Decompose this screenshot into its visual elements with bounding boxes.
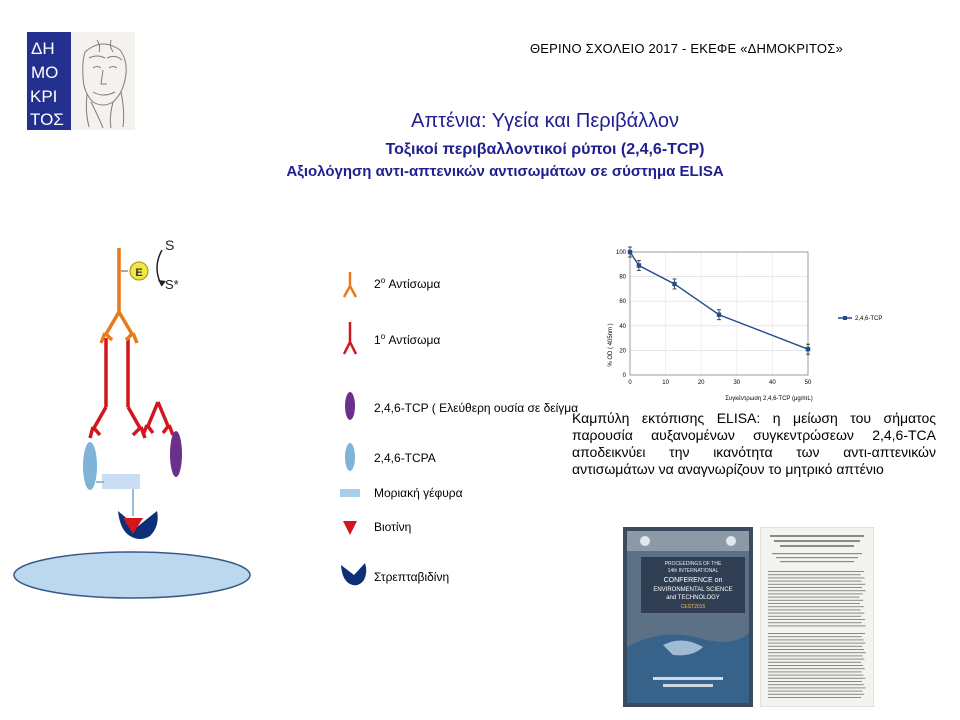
legend-label-0: 2$^o$ Αντίσωμα [374, 276, 441, 291]
tcpa-shape [83, 442, 97, 490]
text-line [768, 643, 865, 644]
y-tick-label: 60 [619, 299, 626, 306]
y-tick-label: 80 [619, 274, 626, 281]
text-line [768, 587, 862, 588]
text-line [768, 671, 862, 672]
logo-line-4: ΤΟΣ [30, 110, 64, 129]
data-point [637, 263, 641, 267]
primary-antibody-2 [143, 402, 173, 435]
legend-item-tcpa [345, 443, 436, 471]
text-line [768, 581, 861, 582]
text-line [768, 675, 863, 676]
legend [338, 270, 578, 600]
chart-legend [838, 316, 882, 322]
chart-legend-label: 2,4,6-TCP [855, 316, 883, 322]
chart-series [628, 247, 810, 354]
slide-subtitle-2: Αξιολόγηση αντι-απτενικών αντισωμάτων σε σύστημα ELISA [286, 163, 724, 180]
svg-text:and TECHNOLOGY: and TECHNOLOGY [666, 595, 720, 601]
y-tick-label: 100 [615, 250, 626, 256]
free-tcp-shape [170, 431, 182, 477]
free-substance-icon [345, 392, 355, 420]
text-line [768, 574, 861, 575]
text-line [774, 540, 860, 542]
text-line [768, 652, 866, 653]
text-line [768, 649, 864, 650]
text-line [768, 600, 863, 601]
svg-text:PROCEEDINGS OF THE: PROCEEDINGS OF THE [664, 561, 722, 567]
series-line [630, 252, 808, 349]
chart-caption: Καμπύλη εκτόπισης ELISA: η μείωση του σήματος παρουσία αυξανομένων συγκεντρώσεων 2,4,6-TCA αποδεικνύει την ικανότητα των αντι-απτενικών αντισωμάτων να αναγνωρίζουν το μητρικό απτένιο [572, 410, 936, 477]
plate-surface [14, 552, 250, 598]
text-line [780, 561, 854, 562]
svg-text:ENVIRONMENTAL SCIENCE: ENVIRONMENTAL SCIENCE [653, 587, 733, 593]
slide-title: Απτένια: Υγεία και Περιβάλλον [411, 110, 679, 132]
text-line [768, 691, 862, 692]
logo-line-1: ΔΗ [31, 39, 55, 58]
streptavidin-icon [341, 563, 366, 585]
text-line [768, 577, 865, 578]
text-line [776, 557, 858, 558]
bridge-shape [102, 474, 140, 489]
text-line [768, 681, 862, 682]
secondary-antibody [101, 248, 137, 343]
legend-item-bridge [340, 486, 463, 500]
x-tick-label: 10 [662, 380, 669, 386]
x-tick-label: 0 [628, 380, 632, 386]
text-line [768, 668, 865, 669]
text-line [768, 633, 865, 634]
primary-antibody-1 [90, 338, 145, 438]
antibody-icon [344, 272, 356, 297]
legend-label-4: Μοριακή γέφυρα [374, 486, 463, 500]
chart-svg [590, 240, 910, 415]
enzyme-label: E [135, 267, 143, 279]
legend-item-free-tcp [345, 392, 578, 420]
substrate-label: S [165, 237, 175, 253]
chart-ticks [616, 250, 812, 386]
paper-first-page [760, 527, 874, 707]
legend-item-primary-antibody [344, 322, 440, 354]
legend-label-6: Στρεπταβιδίνη [374, 570, 450, 584]
text-line [768, 625, 866, 626]
legend-item-secondary-antibody [344, 272, 440, 297]
elisa-schematic [0, 230, 330, 610]
text-line [780, 545, 854, 547]
text-line [768, 590, 866, 591]
text-line [768, 646, 862, 647]
text-line [768, 603, 860, 604]
x-tick-label: 40 [769, 380, 776, 386]
legend-label-2: 2,4,6-TCP ( Ελεύθερη ουσία σε δείγμα) [374, 401, 578, 415]
data-point [628, 250, 632, 254]
x-tick-label: 50 [804, 380, 812, 386]
hapten-icon [345, 443, 355, 471]
text-line [768, 622, 862, 623]
biotin-icon [343, 521, 357, 535]
legend-item-streptavidin [341, 563, 449, 585]
logo-line-2: ΜΟ [31, 63, 59, 82]
y-tick-label: 20 [619, 348, 626, 355]
legend-label-1: 1$^o$ Αντίσωμα [374, 332, 441, 347]
text-line [768, 694, 864, 695]
text-line [768, 593, 863, 594]
text-line [768, 584, 865, 585]
text-line [768, 639, 864, 640]
text-line [768, 571, 864, 572]
legend-label-5: Βιοτίνη [374, 520, 412, 534]
text-line [772, 553, 862, 554]
svg-text:14th INTERNATIONAL: 14th INTERNATIONAL [667, 568, 719, 574]
text-line [768, 613, 864, 614]
legend-item-biotin [343, 520, 411, 535]
antibody-icon [344, 322, 356, 354]
text-line [768, 616, 861, 617]
chart-xlabel: Συγκέντρωση 2,4,6-TCP (μg/mL) [725, 396, 813, 402]
x-tick-label: 20 [697, 380, 705, 386]
y-tick-label: 0 [622, 373, 626, 379]
product-label: S* [165, 277, 179, 292]
text-line [768, 662, 861, 663]
elisa-displacement-chart [590, 240, 910, 415]
y-tick-label: 40 [619, 323, 626, 330]
text-line [768, 659, 864, 660]
logo-line-3: ΚΡΙ [30, 87, 58, 106]
text-line [768, 597, 859, 598]
data-point [806, 347, 810, 351]
text-line [768, 678, 865, 679]
text-line [768, 687, 866, 688]
data-point [672, 282, 676, 286]
svg-text:CEST2015: CEST2015 [680, 604, 706, 610]
text-line [768, 609, 861, 610]
x-tick-label: 30 [733, 380, 741, 386]
text-line [768, 684, 864, 685]
text-line [768, 619, 865, 620]
chart-ylabel: % OD ( 405nm ) [608, 323, 614, 367]
legend-label-3: 2,4,6-TCPA [374, 451, 436, 465]
proceedings-book-cover [623, 527, 753, 707]
text-line [768, 636, 862, 637]
data-point [717, 313, 721, 317]
text-line [768, 697, 861, 698]
svg-text:CONFERENCE on: CONFERENCE on [663, 577, 723, 584]
text-line [770, 535, 864, 537]
bridge-icon [340, 489, 360, 497]
text-line [768, 606, 864, 607]
text-line [768, 655, 863, 656]
header-title: ΘΕΡΙΝΟ ΣΧΟΛΕΙΟ 2017 - ΕΚΕΦΕ «ΔΗΜΟΚΡΙΤΟΣ» [530, 41, 843, 56]
text-line [768, 665, 863, 666]
slide-subtitle: Τοξικοί περιβαλλοντικοί ρύποι (2,4,6-TCP) [385, 141, 705, 158]
